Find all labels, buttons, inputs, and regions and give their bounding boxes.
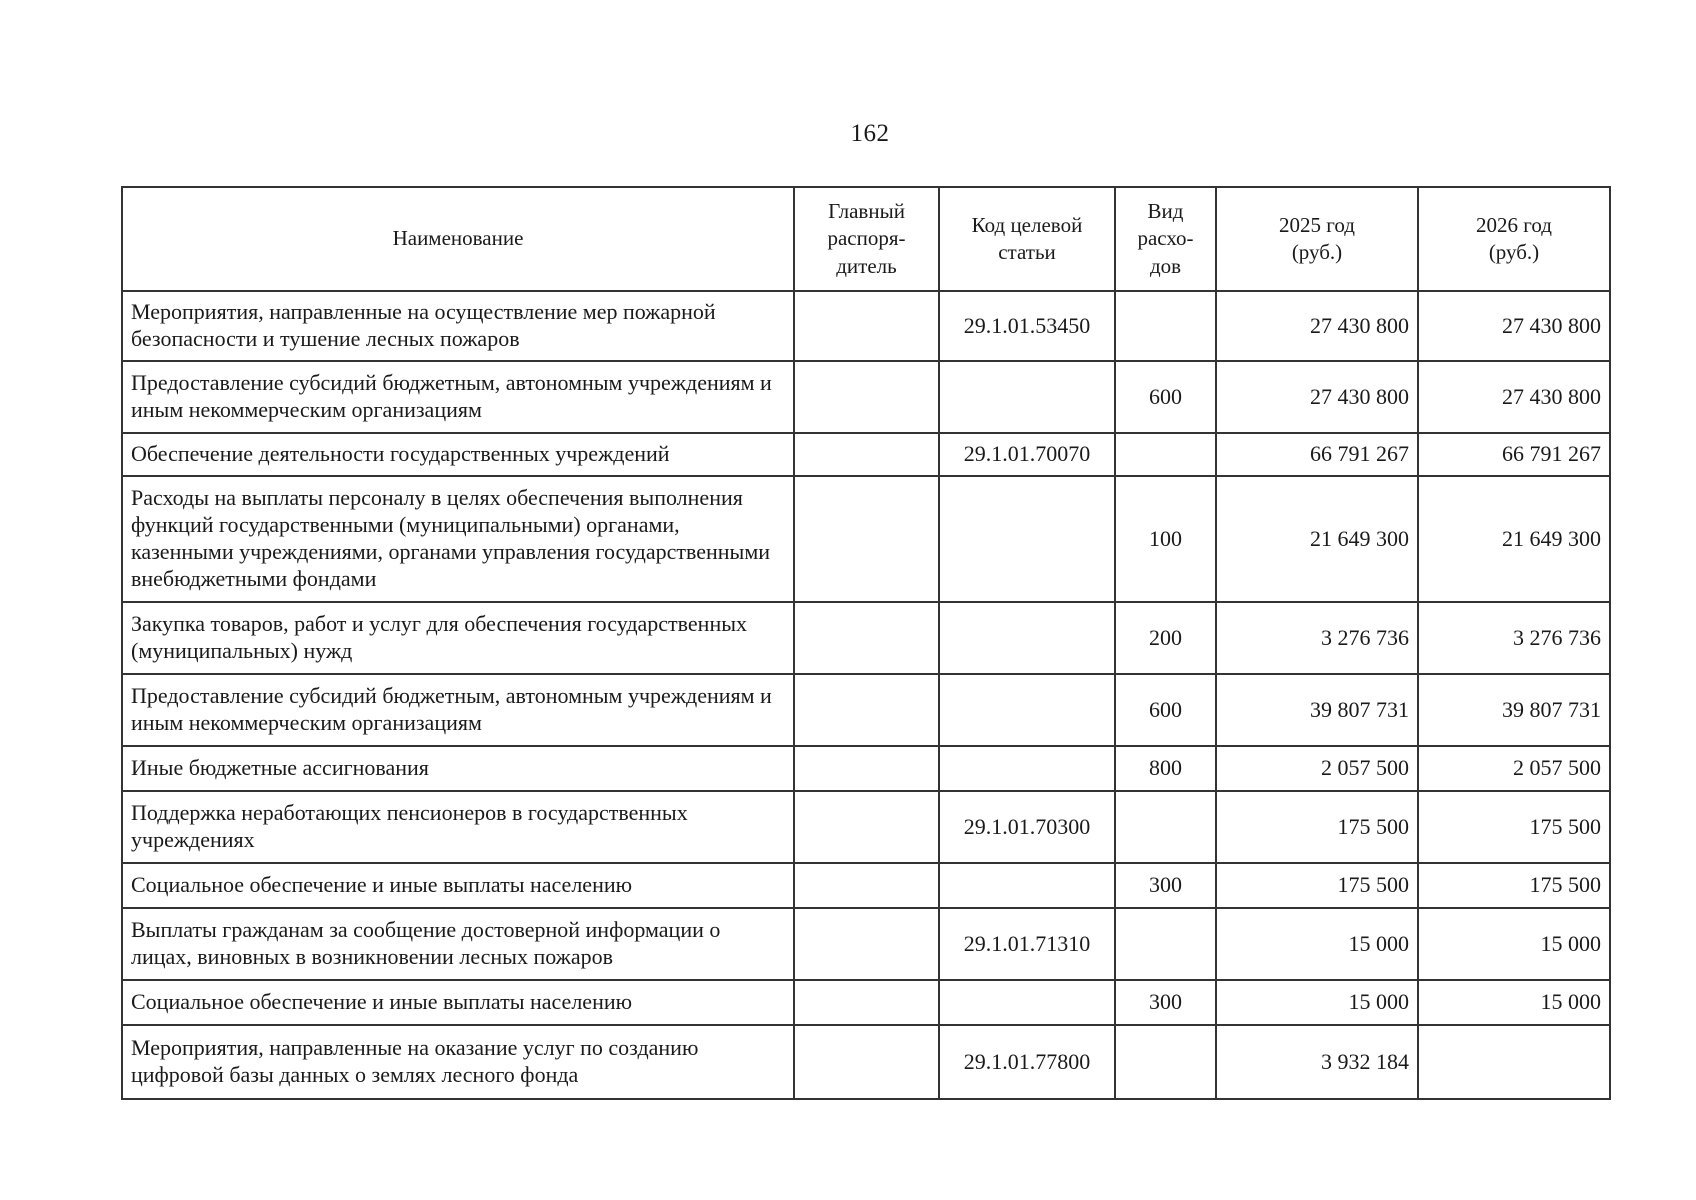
- row-amount-2025: 175 500: [1216, 863, 1418, 908]
- row-amount-2026: 39 807 731: [1418, 674, 1610, 746]
- row-main-manager: [794, 674, 939, 746]
- row-name: Предоставление субсидий бюджетным, автономным учреждениям и иным некоммерческим организациям: [122, 361, 794, 433]
- row-target-code: [939, 980, 1115, 1025]
- table-header: [122, 187, 1610, 291]
- row-amount-2026: 175 500: [1418, 791, 1610, 863]
- row-main-manager: [794, 1025, 939, 1099]
- page-number: 162: [850, 120, 890, 147]
- header-target-code: Код целевой статьи: [939, 187, 1115, 291]
- row-expense-type: 100: [1115, 476, 1216, 602]
- row-main-manager: [794, 863, 939, 908]
- header-main-manager: Главный распоря- дитель: [794, 187, 939, 291]
- row-expense-type: 200: [1115, 602, 1216, 674]
- row-expense-type: 600: [1115, 674, 1216, 746]
- row-amount-2026: 175 500: [1418, 863, 1610, 908]
- row-amount-2026: 2 057 500: [1418, 746, 1610, 791]
- row-amount-2026: 15 000: [1418, 980, 1610, 1025]
- row-amount-2025: 21 649 300: [1216, 476, 1418, 602]
- row-amount-2025: 15 000: [1216, 980, 1418, 1025]
- row-amount-2025: 15 000: [1216, 908, 1418, 980]
- row-amount-2026: 27 430 800: [1418, 361, 1610, 433]
- table-row: [122, 746, 1610, 791]
- row-name: Закупка товаров, работ и услуг для обеспечения государственных (муниципальных) нужд: [122, 602, 794, 674]
- row-amount-2025: 27 430 800: [1216, 291, 1418, 361]
- row-target-code: 29.1.01.53450: [939, 291, 1115, 361]
- row-expense-type: 300: [1115, 863, 1216, 908]
- row-name: Социальное обеспечение и иные выплаты населению: [122, 980, 794, 1025]
- row-target-code: [939, 863, 1115, 908]
- header-year-2025: 2025 год (руб.): [1216, 187, 1418, 291]
- row-expense-type: [1115, 291, 1216, 361]
- row-amount-2025: 3 932 184: [1216, 1025, 1418, 1099]
- table-row: [122, 433, 1610, 476]
- row-target-code: [939, 476, 1115, 602]
- header-expense-type: Вид расхо- дов: [1115, 187, 1216, 291]
- row-main-manager: [794, 908, 939, 980]
- table-row: [122, 674, 1610, 746]
- row-amount-2026: [1418, 1025, 1610, 1099]
- row-amount-2025: 66 791 267: [1216, 433, 1418, 476]
- row-amount-2026: 3 276 736: [1418, 602, 1610, 674]
- row-name: Иные бюджетные ассигнования: [122, 746, 794, 791]
- row-expense-type: [1115, 1025, 1216, 1099]
- row-target-code: 29.1.01.77800: [939, 1025, 1115, 1099]
- budget-table: [121, 186, 1611, 1100]
- row-name: Мероприятия, направленные на оказание услуг по созданию цифровой базы данных о землях лесного фонда: [122, 1025, 794, 1099]
- row-main-manager: [794, 791, 939, 863]
- row-amount-2025: 39 807 731: [1216, 674, 1418, 746]
- row-amount-2025: 3 276 736: [1216, 602, 1418, 674]
- row-target-code: [939, 674, 1115, 746]
- row-expense-type: [1115, 791, 1216, 863]
- row-target-code: [939, 746, 1115, 791]
- row-main-manager: [794, 602, 939, 674]
- row-name: Мероприятия, направленные на осуществление мер пожарной безопасности и тушение лесных пожаров: [122, 291, 794, 361]
- table-row: [122, 1025, 1610, 1099]
- row-target-code: 29.1.01.71310: [939, 908, 1115, 980]
- row-amount-2026: 66 791 267: [1418, 433, 1610, 476]
- row-main-manager: [794, 746, 939, 791]
- row-target-code: [939, 361, 1115, 433]
- row-name: Обеспечение деятельности государственных учреждений: [122, 433, 794, 476]
- row-amount-2025: 175 500: [1216, 791, 1418, 863]
- header-year-2026: 2026 год (руб.): [1418, 187, 1610, 291]
- row-expense-type: 300: [1115, 980, 1216, 1025]
- row-expense-type: [1115, 908, 1216, 980]
- table-row: [122, 908, 1610, 980]
- table-row: [122, 291, 1610, 361]
- row-expense-type: 800: [1115, 746, 1216, 791]
- row-amount-2026: 27 430 800: [1418, 291, 1610, 361]
- table-row: [122, 361, 1610, 433]
- row-main-manager: [794, 361, 939, 433]
- row-main-manager: [794, 433, 939, 476]
- row-name: Социальное обеспечение и иные выплаты населению: [122, 863, 794, 908]
- row-expense-type: 600: [1115, 361, 1216, 433]
- table-row: [122, 863, 1610, 908]
- row-amount-2026: 15 000: [1418, 908, 1610, 980]
- row-main-manager: [794, 291, 939, 361]
- table-row: [122, 602, 1610, 674]
- table-row: [122, 791, 1610, 863]
- row-name: Расходы на выплаты персоналу в целях обеспечения выполнения функций государственными (муниципальными) органами, казенными учреждениями, органами управления государственными внебюджетными фондами: [122, 476, 794, 602]
- table-body: [122, 291, 1610, 1099]
- table-row: [122, 980, 1610, 1025]
- row-amount-2026: 21 649 300: [1418, 476, 1610, 602]
- table-row: [122, 476, 1610, 602]
- row-amount-2025: 27 430 800: [1216, 361, 1418, 433]
- header-name: Наименование: [122, 187, 794, 291]
- row-amount-2025: 2 057 500: [1216, 746, 1418, 791]
- row-name: Выплаты гражданам за сообщение достоверной информации о лицах, виновных в возникновении лесных пожаров: [122, 908, 794, 980]
- row-target-code: 29.1.01.70070: [939, 433, 1115, 476]
- header-row: [122, 187, 1610, 291]
- row-name: Предоставление субсидий бюджетным, автономным учреждениям и иным некоммерческим организациям: [122, 674, 794, 746]
- row-main-manager: [794, 476, 939, 602]
- row-expense-type: [1115, 433, 1216, 476]
- row-target-code: 29.1.01.70300: [939, 791, 1115, 863]
- row-target-code: [939, 602, 1115, 674]
- row-main-manager: [794, 980, 939, 1025]
- row-name: Поддержка неработающих пенсионеров в государственных учреждениях: [122, 791, 794, 863]
